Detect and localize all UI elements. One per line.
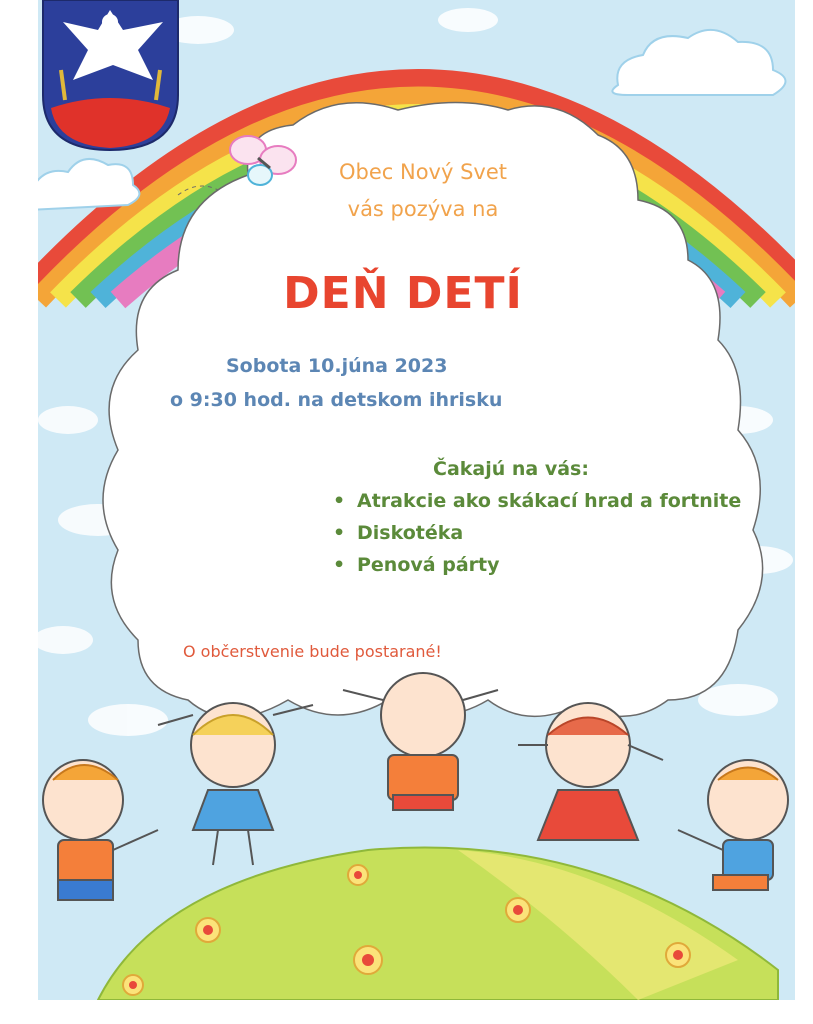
child-girl-blue [158,703,313,865]
child-boy-left [43,760,158,900]
program-item: • Diskotéka [333,522,464,544]
invitation-poster [38,0,795,1000]
inviter-line-2: vás pozýva na [347,197,499,221]
refreshments-note: O občerstvenie bude postarané! [183,642,442,661]
cloud-top-right [612,30,785,95]
inviter-line-1: Obec Nový Svet [339,160,507,184]
event-title: DEŇ DETÍ [283,268,523,319]
event-time-place: o 9:30 hod. na detskom ihrisku [170,389,503,411]
coat-of-arms-eagle-icon [43,0,178,150]
program-heading: Čakajú na vás: [433,458,589,480]
event-date: Sobota 10.júna 2023 [226,355,448,377]
program-item: • Penová párty [333,554,500,576]
child-boy-right [678,760,788,890]
child-girl-red [518,703,663,840]
program-item: • Atrakcie ako skákací hrad a fortnite [333,490,742,512]
cloud-left [38,159,139,210]
